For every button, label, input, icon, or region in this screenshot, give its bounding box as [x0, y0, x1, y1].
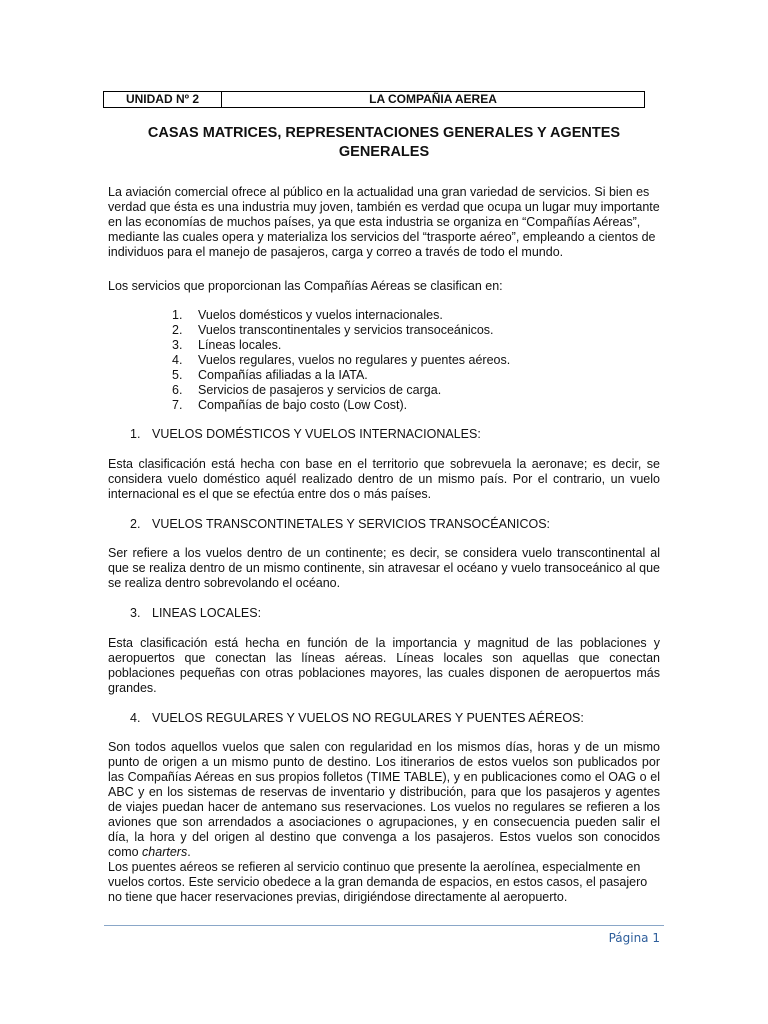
services-intro: Los servicios que proporcionan las Compañías Aéreas se clasifican en: [108, 279, 503, 293]
section-body-2: Ser refiere a los vuelos dentro de un continente; es decir, se considera vuelo transcontinental al que se realiza dentro de un mismo continente, sin atravesar el océano y vuelo transoceánico al que se realiza dentro sobrevolando el océano. [108, 546, 660, 590]
page-title-line-2: GENERALES [338, 144, 430, 160]
unit-topic: LA COMPAÑIA AEREA [369, 92, 497, 106]
section-heading-3 [130, 606, 261, 621]
list-item [172, 398, 510, 413]
list-item [172, 338, 510, 353]
services-list [172, 308, 510, 413]
list-item-text: Vuelos regulares, vuelos no regulares y puentes aéreos. [198, 353, 511, 367]
list-item-number: 6. [172, 383, 183, 397]
section-title: VUELOS TRANSCONTINETALES Y SERVICIOS TRANSOCÉANICOS: [152, 517, 551, 531]
list-item [172, 368, 510, 383]
section-body-3: Esta clasificación está hecha en función de la importancia y magnitud de las poblaciones y aeropuertos que conectan las líneas aéreas. Líneas locales son aquellas que conectan poblaciones pequeñas con otras poblaciones mayores, las cuales disponen de aeropuertos más grandes. [108, 636, 660, 695]
list-item [172, 308, 510, 323]
footer-divider [104, 925, 664, 926]
page-number: Página 1 [608, 931, 660, 945]
section-heading-1 [130, 427, 481, 442]
page-title [108, 124, 660, 162]
list-item-number: 1. [172, 308, 183, 322]
list-item [172, 383, 510, 398]
unit-header-table [103, 91, 645, 108]
section-heading-2 [130, 517, 550, 532]
section-title: VUELOS REGULARES Y VUELOS NO REGULARES Y PUENTES AÉREOS: [152, 711, 584, 725]
list-item [172, 353, 510, 368]
section-number: 3. [130, 606, 141, 620]
section-heading-4 [130, 711, 584, 726]
page-title-line-1: CASAS MATRICES, REPRESENTACIONES GENERALES Y AGENTES [147, 125, 621, 141]
list-item-number: 7. [172, 398, 183, 412]
intro-paragraph: La aviación comercial ofrece al público en la actualidad una gran variedad de servicios. Si bien es verdad que ésta es una industria muy joven, también es verdad que ocupa un lugar muy importante en las economías de muchos países, ya que esta industria se organiza en “Compañías Aéreas”, mediante las cuales opera y materializa los servicios del “trasporte aéreo”, empleando a cientos de individuos para el manejo de pasajeros, carga y correo a través de todo el mundo. [108, 185, 660, 259]
list-item [172, 323, 510, 338]
section-body-4 [108, 740, 660, 905]
list-item-text: Compañías de bajo costo (Low Cost). [198, 398, 408, 412]
list-item-text: Compañías afiliadas a la IATA. [198, 368, 368, 382]
section-body-4-text: Son todos aquellos vuelos que salen con regularidad en los mismos días, horas y de un mismo punto de origen a un mismo punto de destino. Los itinerarios de estos vuelos son publicados por las Compañías Aéreas en sus propios folletos (TIME TABLE), y en publicaciones como el OAG o el ABC y en los sistemas de reservas de inventario y distribución, para que los pasajeros y agentes de viajes puedan hacer de antemano sus reservaciones. Los vuelos no regulares se refieren a los aviones que son arrendados a asociaciones o agrupaciones, y en consecuencia pueden salir el día, la hora y del origen al destino que convenga a los pasajeros. Estos vuelos son conocidos como [108, 740, 660, 859]
section-title: LINEAS LOCALES: [152, 606, 262, 620]
list-item-number: 4. [172, 353, 183, 367]
unit-number: UNIDAD Nº 2 [104, 92, 222, 107]
section-body-1: Esta clasificación está hecha con base en el territorio que sobrevuela la aeronave; es decir, se considera vuelo doméstico aquél realizado dentro de un mismo país. Por el contrario, un vuelo internacional es el que se efectúa entre dos o más países. [108, 457, 660, 501]
list-item-number: 3. [172, 338, 183, 352]
section-number: 4. [130, 711, 141, 725]
list-item-text: Líneas locales. [198, 338, 282, 352]
list-item-text: Vuelos domésticos y vuelos internacionales. [198, 308, 443, 322]
list-item-text: Vuelos transcontinentales y servicios transoceánicos. [198, 323, 494, 337]
list-item-number: 2. [172, 323, 183, 337]
section-body-4-extra: Los puentes aéreos se refieren al servicio continuo que presente la aerolínea, especialmente en vuelos cortos. Este servicio obedece a la gran demanda de espacios, en estos casos, el pasajero no tiene que hacer reservaciones previas, dirigiéndose directamente al aeropuerto. [108, 860, 648, 904]
section-number: 2. [130, 517, 141, 531]
list-item-text: Servicios de pasajeros y servicios de carga. [198, 383, 442, 397]
section-body-4-main [108, 740, 660, 860]
section-number: 1. [130, 427, 141, 441]
section-body-4-period: . [187, 845, 191, 859]
list-item-number: 5. [172, 368, 183, 382]
charters-term: charters [142, 845, 188, 859]
section-title: VUELOS DOMÉSTICOS Y VUELOS INTERNACIONALES: [152, 427, 481, 441]
